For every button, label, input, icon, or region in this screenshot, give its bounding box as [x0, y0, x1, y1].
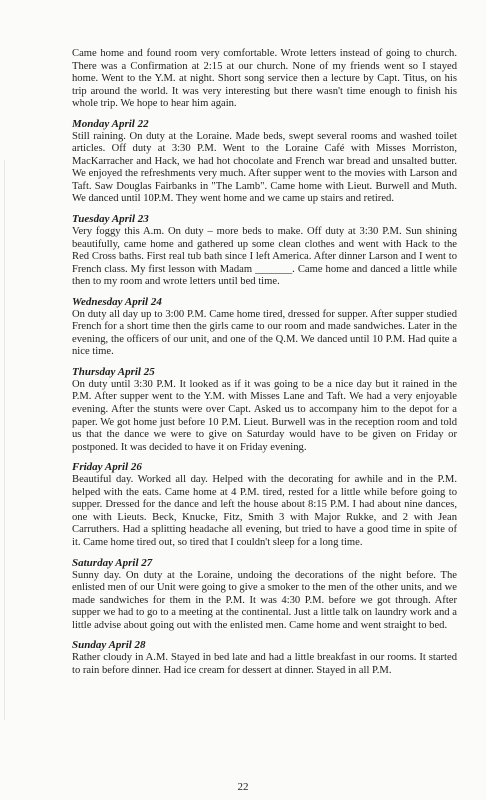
page-edge-shadow [4, 160, 5, 720]
entry-date-heading: Sunday April 28 [72, 639, 146, 652]
diary-entry-sunday [72, 638, 457, 677]
entry-paragraph: Very foggy this A.m. On duty – more beds to make. Off duty at 3:30 P.M. Sun shining beautifully, came home and gathered up some clean clothes and went with Hack to the Red Cross baths. First real tub bath since I left America. After dinner Larson and I went to French class. My first lesson with Madam _______. Came home and danced a little while then to my room and wrote letters until bed time. [72, 226, 457, 288]
entry-paragraph: Beautiful day. Worked all day. Helped with the decorating for awhile and in the P.M. helped with the eats. Came home at 4 P.M. tired, rested for a little while before going to supper. Dressed for the dance and left the house about 8:15 P.M. I had about nine dances, one with Lieuts. Beck, Knucke, Fitz, Smith 3 with Major Rukke, and 2 with Jean Carruthers. Had a splitting headache all evening, but tried to have a good time in spite of it. Came home tired out, so tired that I couldn't sleep for a long time. [72, 474, 457, 548]
entry-paragraph: On duty all day up to 3:00 P.M. Came home tired, dressed for supper. After supper studied French for a short time then the girls came to our room and made sandwiches. Later in the evening, the officers of our unit, and one of the Q.M. We danced until 10 P.M. Had quite a nice time. [72, 308, 457, 358]
diary-text-block [72, 48, 457, 677]
diary-entry-wednesday [72, 295, 457, 359]
page-number: 22 [237, 781, 249, 793]
diary-entry-monday [72, 117, 457, 206]
diary-entry-tuesday [72, 212, 457, 289]
entry-date-heading: Tuesday April 23 [72, 213, 149, 226]
entry-date-heading: Monday April 22 [72, 117, 149, 130]
diary-entry-friday [72, 460, 457, 549]
diary-entry-thursday [72, 365, 457, 454]
entry-date-heading: Saturday April 27 [72, 556, 153, 569]
diary-entry-saturday [72, 556, 457, 633]
intro-paragraph: Came home and found room very comfortable. Wrote letters instead of going to church. There was a Confirmation at 2:15 at our church. None of my friends went so I stayed home. Went to the Y.M. at night. Short song service then a lecture by Capt. Titus, on his trip around the world. It was very interesting but there wasn't time enough to finish his whole trip. We hope to hear him again. [72, 48, 457, 110]
entry-paragraph: Still raining. On duty at the Loraine. Made beds, swept several rooms and washed toilet articles. Off duty at 3:30 P.M. Went to the Loraine Café with Misses Morriston, MacKarracher and Hack, we had hot chocolate and French war bread and unsalted butter. We enjoyed the refreshments very much. After supper went to the movies with Larson and Taft. Saw Douglas Fairbanks in "The Lamb". Came home with Lieut. Burwell and Muth. We danced until 10P.M. They went home and we came up stairs and retired. [72, 130, 457, 205]
entry-date-heading: Wednesday April 24 [72, 295, 162, 308]
entry-date-heading: Thursday April 25 [72, 365, 155, 378]
entry-date-heading: Friday April 26 [72, 461, 142, 474]
entry-paragraph: Rather cloudy in A.M. Stayed in bed late and had a little breakfast in our rooms. It started to rain before dinner. Had ice cream for dessert at dinner. Stayed in all P.M. [72, 652, 457, 676]
entry-paragraph: On duty until 3:30 P.M. It looked as if it was going to be a nice day but it rained in the P.M. After supper went to the Y.M. with Misses Lane and Taft. We had a very enjoyable evening. After the stunts were over Capt. Asked us to accompany him to the depot for a paper. We got home just before 10 P.M. Lieut. Burwell was in the reception room and told us that the dance we were to give on Saturday would have to be given on Friday or postponed. It was decided to have it on Friday evening. [72, 378, 457, 453]
entry-paragraph: Sunny day. On duty at the Loraine, undoing the decorations of the night before. The enlisted men of our Unit were going to give a smoker to the men of the other units, and we made sandwiches for them in the P.M. It was 4:30 P.M. before we got through. After supper we had to go to a meeting at the continental. Just a little talk on laundry work and a little advise about going out with the enlisted men. Came home and went straight to bed. [72, 569, 457, 631]
